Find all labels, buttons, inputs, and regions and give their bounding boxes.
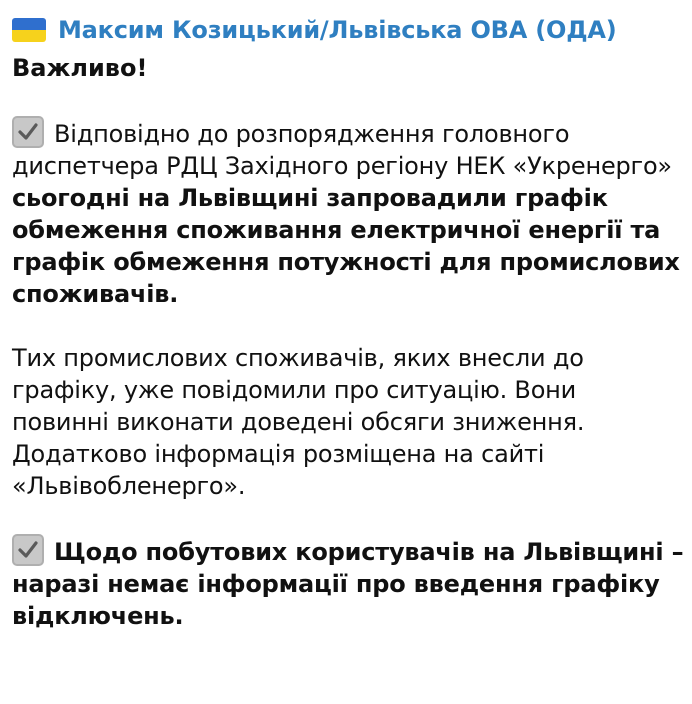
paragraph-1: [12, 116, 684, 310]
headline: Важливо!: [12, 54, 148, 82]
paragraph-1-line-4: обмеження споживання електричної енергії та: [12, 216, 661, 244]
paragraph-2-line-1: Тих промислових споживачів, яких внесли до: [12, 344, 584, 372]
paragraph-1-line-1: Відповідно до розпорядження головного: [12, 116, 684, 150]
paragraph-2: [12, 342, 684, 502]
check-mark-button-icon: [12, 534, 44, 566]
paragraph-2-line-5: «Львівобленерго».: [12, 472, 246, 500]
paragraph-2-line-2: графіку, уже повідомили про ситуацію. Вони: [12, 376, 577, 404]
paragraph-3-line-3: відключень.: [12, 602, 184, 630]
paragraph-3: [12, 534, 684, 632]
paragraph-1-line-2: диспетчера РДЦ Західного регіону НЕК «Укренерго»: [12, 152, 672, 180]
channel-name-link[interactable]: Максим Козицький/Львівська ОВА (ОДА): [58, 16, 617, 44]
paragraph-2-line-3: повинні виконати доведені обсяги зниження.: [12, 408, 585, 436]
paragraph-1-line-5: графік обмеження потужності для промислових: [12, 248, 680, 276]
paragraph-3-line-1: Щодо побутових користувачів на Львівщині –: [12, 534, 684, 568]
ukraine-flag-icon: [12, 18, 46, 42]
paragraph-2-line-4: Додатково інформація розміщена на сайті: [12, 440, 545, 468]
message-header: [12, 10, 684, 50]
paragraph-3-line-2: наразі немає інформації про введення графіку: [12, 570, 660, 598]
paragraph-1-line-6: споживачів.: [12, 280, 179, 308]
check-mark-button-icon: [12, 116, 44, 148]
paragraph-1-line-3: сьогодні на Львівщині запровадили графік: [12, 184, 608, 212]
